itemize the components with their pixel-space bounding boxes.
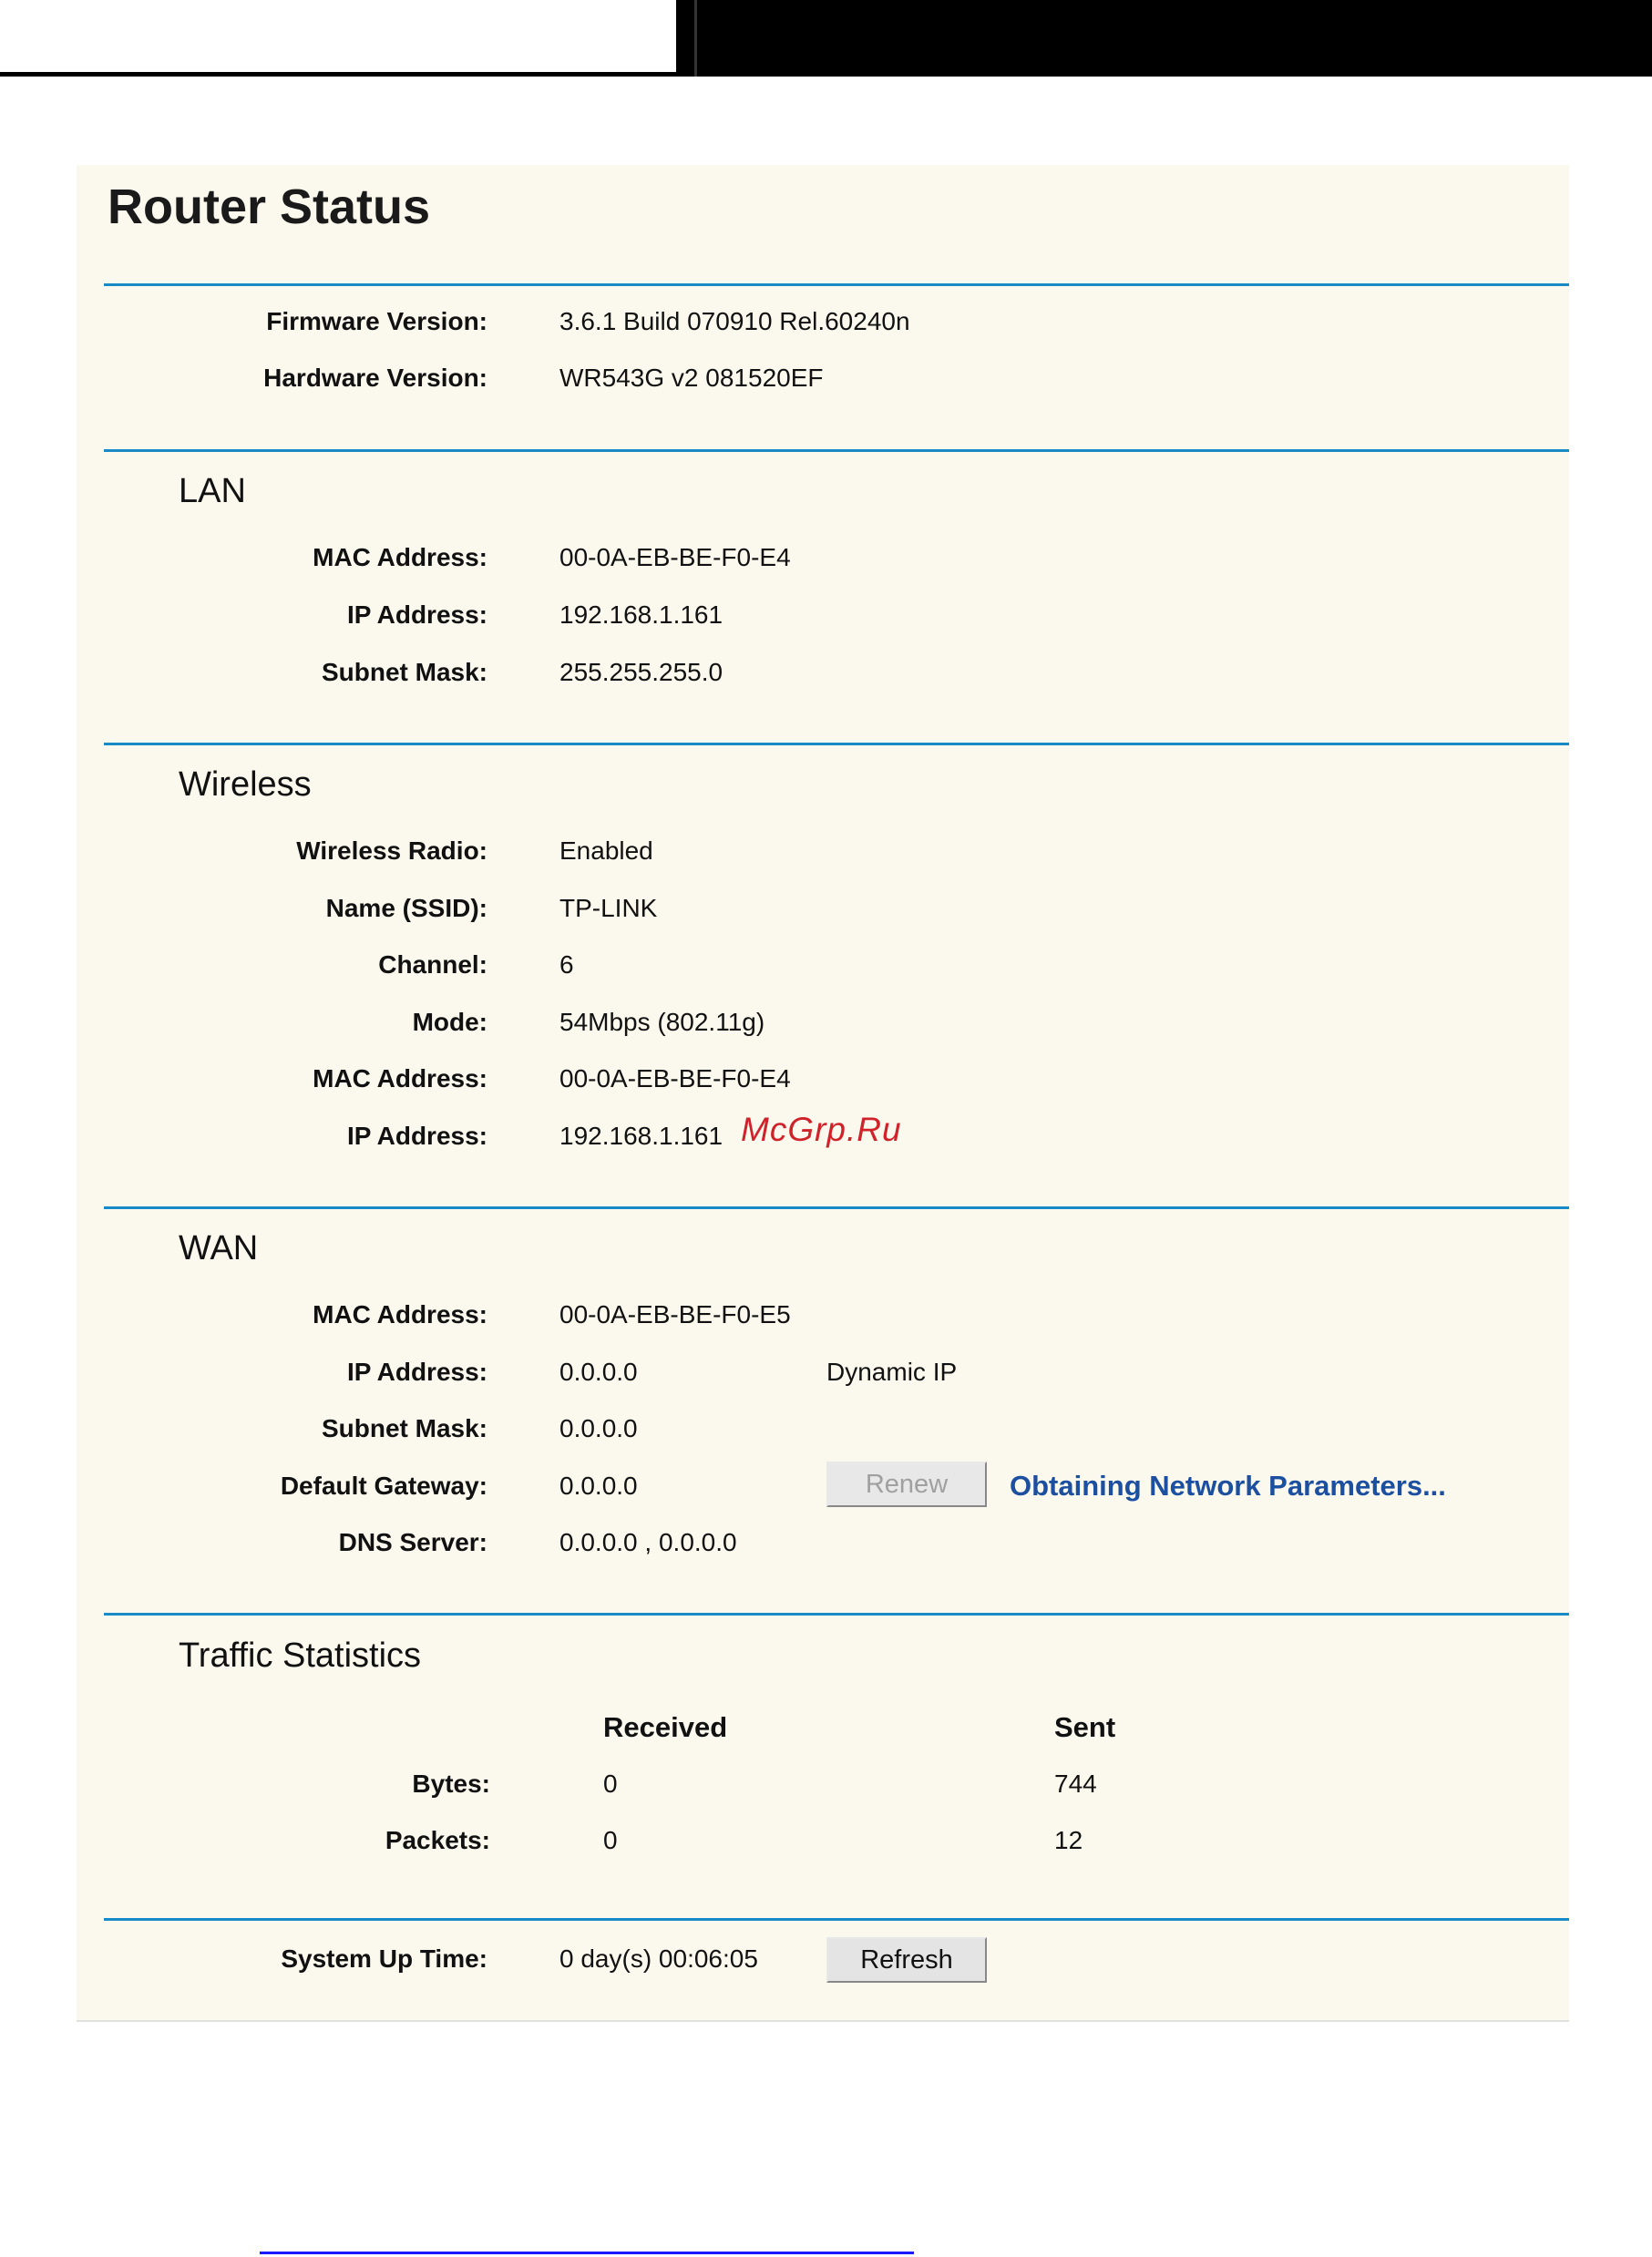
wan-dns-label: DNS Server: bbox=[338, 1528, 487, 1556]
header-rule bbox=[0, 72, 676, 77]
wireless-ip-label: IP Address: bbox=[346, 1122, 487, 1150]
section-divider bbox=[104, 743, 1569, 745]
wireless-mode-label: Mode: bbox=[412, 1008, 487, 1036]
traffic-packets-received: 0 bbox=[603, 1826, 618, 1854]
wan-ip-value: 0.0.0.0 bbox=[559, 1358, 638, 1386]
traffic-section-title: Traffic Statistics bbox=[179, 1636, 422, 1675]
lan-ip-value: 192.168.1.161 bbox=[559, 600, 723, 629]
wireless-ssid-label: Name (SSID): bbox=[325, 894, 487, 922]
lan-section-title: LAN bbox=[179, 472, 246, 510]
traffic-bytes-sent: 744 bbox=[1054, 1770, 1097, 1798]
wireless-channel-label: Channel: bbox=[378, 950, 487, 979]
lan-subnet-value: 255.255.255.0 bbox=[559, 658, 723, 686]
section-divider bbox=[104, 1206, 1569, 1209]
uptime-label: System Up Time: bbox=[281, 1944, 487, 1973]
lan-mac-value: 00-0A-EB-BE-F0-E4 bbox=[559, 543, 791, 571]
lan-mac-label: MAC Address: bbox=[313, 543, 487, 571]
footer-link-underline bbox=[260, 2252, 914, 2254]
watermark-text: McGrp.Ru bbox=[741, 1111, 902, 1148]
traffic-packets-sent: 12 bbox=[1054, 1826, 1083, 1854]
wan-section-title: WAN bbox=[179, 1229, 259, 1267]
wireless-ssid-value: TP-LINK bbox=[559, 894, 658, 922]
panel-bottom-border bbox=[77, 2020, 1569, 2022]
wan-connection-type: Dynamic IP bbox=[826, 1358, 958, 1386]
firmware-version-value: 3.6.1 Build 070910 Rel.60240n bbox=[559, 307, 910, 335]
wan-ip-label: IP Address: bbox=[346, 1358, 487, 1386]
wan-status-text: Obtaining Network Parameters... bbox=[1010, 1470, 1446, 1502]
refresh-button[interactable]: Refresh bbox=[826, 1937, 987, 1983]
traffic-received-header: Received bbox=[603, 1711, 728, 1743]
traffic-sent-header: Sent bbox=[1054, 1711, 1116, 1743]
lan-ip-label: IP Address: bbox=[346, 600, 487, 629]
section-divider bbox=[104, 283, 1569, 286]
wan-subnet-value: 0.0.0.0 bbox=[559, 1414, 638, 1442]
section-divider bbox=[104, 1918, 1569, 1921]
wan-mac-value: 00-0A-EB-BE-F0-E5 bbox=[559, 1300, 791, 1329]
wan-subnet-label: Subnet Mask: bbox=[321, 1414, 487, 1442]
wireless-mac-value: 00-0A-EB-BE-F0-E4 bbox=[559, 1064, 791, 1093]
wan-mac-label: MAC Address: bbox=[313, 1300, 487, 1329]
header-banner bbox=[676, 0, 1652, 77]
lan-subnet-label: Subnet Mask: bbox=[321, 658, 487, 686]
wireless-mac-label: MAC Address: bbox=[313, 1064, 487, 1093]
hardware-version-label: Hardware Version: bbox=[263, 364, 487, 392]
wireless-ip-value: 192.168.1.161 bbox=[559, 1122, 723, 1150]
wireless-mode-value: 54Mbps (802.11g) bbox=[559, 1008, 765, 1036]
wan-gateway-value: 0.0.0.0 bbox=[559, 1472, 638, 1500]
wireless-channel-value: 6 bbox=[559, 950, 574, 979]
hardware-version-value: WR543G v2 081520EF bbox=[559, 364, 824, 392]
status-panel-lower bbox=[77, 1110, 1569, 2020]
renew-button[interactable]: Renew bbox=[826, 1462, 987, 1507]
wireless-radio-value: Enabled bbox=[559, 836, 653, 865]
wan-gateway-label: Default Gateway: bbox=[280, 1472, 487, 1500]
wireless-section-title: Wireless bbox=[179, 765, 312, 804]
traffic-packets-label: Packets: bbox=[385, 1826, 490, 1854]
traffic-bytes-label: Bytes: bbox=[412, 1770, 490, 1798]
traffic-bytes-received: 0 bbox=[603, 1770, 618, 1798]
section-divider bbox=[104, 1613, 1569, 1616]
wireless-radio-label: Wireless Radio: bbox=[296, 836, 487, 865]
page-title: Router Status bbox=[108, 180, 431, 234]
firmware-version-label: Firmware Version: bbox=[266, 307, 487, 335]
section-divider bbox=[104, 449, 1569, 452]
uptime-value: 0 day(s) 00:06:05 bbox=[559, 1944, 758, 1973]
wan-dns-value: 0.0.0.0 , 0.0.0.0 bbox=[559, 1528, 737, 1556]
